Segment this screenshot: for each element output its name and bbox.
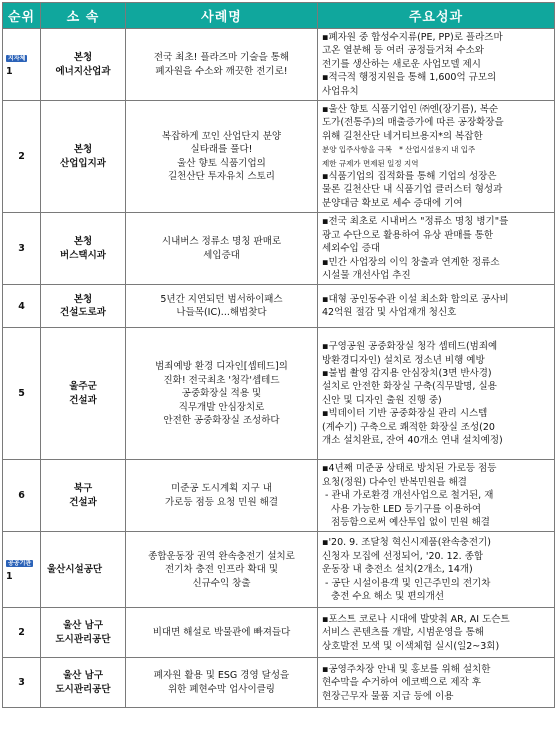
result-cell (318, 101, 555, 213)
result-line: 요청(정원) 다수인 반복민원을 해결 (322, 476, 467, 488)
header-rank: 순위 (3, 3, 41, 29)
rank-value: 2 (18, 150, 25, 162)
rank-cell (3, 460, 41, 532)
result-cell (318, 285, 555, 328)
table-row (3, 101, 555, 213)
case-line: 복잡하게 꼬인 산업단지 분양 (161, 130, 282, 142)
dept-line: 도시관리공단 (55, 683, 111, 695)
result-line: ▪대형 공인동수관 이설 최소화 합의로 공사비 (322, 293, 509, 305)
rank-value: 2 (18, 627, 25, 639)
dept-cell (41, 328, 126, 460)
dept-cell (41, 101, 126, 213)
result-line: ▪'20. 9. 조달청 혁신시제품(완속충전기) (322, 537, 491, 549)
case-line: 폐자원을 수소와 깨끗한 전기로! (155, 65, 288, 77)
performance-table (2, 2, 555, 708)
result-line: 위해 길천산단 네거티브용지*의 복잡한 (322, 130, 483, 142)
case-cell (126, 213, 318, 285)
case-line: 종합운동장 권역 완속충전기 설치로 (148, 550, 295, 562)
case-cell (126, 532, 318, 608)
case-line: 실타래를 풀다! (190, 144, 253, 156)
result-line: - 관내 가로환경 개선사업으로 철거된, 재 (322, 490, 494, 502)
header-dept: 소 속 (41, 3, 126, 29)
rank-value: 6 (18, 490, 25, 502)
dept-cell (41, 608, 126, 658)
case-line: 신규수익 창출 (192, 577, 251, 589)
category-badge: 지자체 (8, 55, 26, 63)
result-line: 설치로 안전한 화장실 구축(직무발명, 실용 (322, 381, 497, 393)
case-line: 시내버스 정류소 명칭 판매로 (161, 236, 282, 248)
dept-cell (41, 532, 126, 608)
rank-cell (3, 29, 41, 101)
result-line: ▪포스트 코로나 시대에 발맞춰 AR, AI 도슨트 (322, 613, 510, 625)
case-line: 미준공 도시계획 지구 내 (171, 483, 272, 495)
dept-line: 도시관리공단 (55, 633, 111, 645)
table-row (3, 608, 555, 658)
rank-cell (3, 101, 41, 213)
category-badge: 공공기관 (8, 560, 32, 568)
result-cell (318, 29, 555, 101)
result-line: ▪울산 향토 식품기업인 ㈜엔(장기름), 복순 (322, 104, 499, 116)
case-cell (126, 460, 318, 532)
result-line: 광고 수단으로 활용하여 유상 판매를 통한 (322, 229, 494, 241)
result-line: ▪구영공원 공중화장실 청각 셉테드(범죄예 (322, 341, 498, 353)
result-line: 신안 및 디자인 출원 진행 중) (322, 394, 442, 406)
result-line: 서비스 콘텐츠를 개발, 시범운영을 통해 (322, 627, 484, 639)
dept-line: 본청 (73, 52, 93, 64)
result-line: 상호발전 모색 및 이색체험 실시(일2~3회) (322, 640, 500, 652)
result-line: ▪4년째 미준공 상태로 방치된 가로등 점등 (322, 463, 497, 475)
dept-line: 에너지산업과 (55, 65, 111, 77)
rank-value: 1 (6, 570, 13, 582)
rank-value: 5 (18, 388, 25, 400)
result-cell (318, 460, 555, 532)
result-cell (318, 608, 555, 658)
dept-cell (41, 460, 126, 532)
dept-cell (41, 285, 126, 328)
dept-line: 본청 (73, 236, 93, 248)
case-line: 안전한 공중화장실 조성하다 (163, 414, 280, 426)
result-line: 사업유치 (322, 85, 359, 97)
result-line: 신청자 모집에 선정되어, '20. 12. 종합 (322, 550, 484, 562)
table-row (3, 460, 555, 532)
result-line: ▪식품기업의 집적화를 통해 기업의 성장은 (322, 171, 497, 183)
result-line: 점등함으로써 예산투입 없이 민원 해결 (322, 516, 490, 528)
dept-line: 본청 (73, 144, 93, 156)
result-line: 현장근무자 물품 지급 등에 이용 (322, 690, 454, 702)
result-line: 분양 입주사항을 극복 * 산업시설용지 내 입주 (322, 145, 476, 155)
result-line: 42억원 절감 및 사업재개 청신호 (322, 307, 457, 319)
case-cell (126, 29, 318, 101)
result-line: 전기를 생산하는 새로운 사업모델 제시 (322, 58, 481, 70)
table-row (3, 29, 555, 101)
rank-cell (3, 658, 41, 708)
case-line: 길천산단 투자유치 스토리 (168, 171, 275, 183)
case-line: 울산 향토 식품기업의 (177, 157, 266, 169)
rank-value: 4 (18, 300, 25, 312)
result-line: 현수막을 수거하여 에코백으로 제작 후 (322, 677, 481, 689)
rank-value: 3 (18, 677, 25, 689)
case-line: 위한 폐현수막 업사이클링 (168, 683, 275, 695)
result-line: 방환경디자인) 설치로 정소년 비행 예방 (322, 354, 485, 366)
table-row (3, 532, 555, 608)
dept-cell (41, 658, 126, 708)
result-line: 분양대금 확보로 세수 증대에 기여 (322, 197, 463, 209)
result-line: ▪불법 촬영 감지용 안심장치(3면 반사경) (322, 368, 492, 379)
case-line: 전기차 충전 인프라 확대 및 (164, 564, 279, 576)
result-line: ▪전국 최초로 시내버스 "정류소 명칭 병기"를 (322, 216, 509, 228)
table-row (3, 658, 555, 708)
result-cell (318, 328, 555, 460)
dept-line: 산업입지과 (60, 157, 106, 169)
rank-value: 1 (6, 65, 13, 77)
case-line: 직무개발 안심장치로 (178, 401, 265, 413)
dept-line: 북구 (73, 483, 93, 495)
case-line: 진화! 전국최초 '청각'셉테드 (163, 374, 280, 386)
case-cell (126, 328, 318, 460)
table-body (3, 29, 555, 708)
case-line: 범죄예방 환경 디자인[셉테드]의 (155, 361, 288, 373)
result-line: 운동장 내 충전소 설치(2개소, 14개) (322, 564, 473, 576)
result-line: 충전 수요 해소 및 편의개선 (322, 590, 445, 602)
dept-line: 울산시설공단 (47, 564, 103, 576)
header-result: 주요성과 (318, 3, 555, 29)
dept-line: 버스택시과 (60, 249, 106, 261)
case-line: 가로등 점등 요청 민원 해결 (164, 496, 279, 508)
dept-line: 건설도로과 (60, 307, 106, 319)
rank-cell (3, 328, 41, 460)
case-line: 비대면 해설로 박물관에 빠져들다 (152, 627, 291, 639)
rank-value: 3 (18, 243, 25, 255)
rank-cell (3, 213, 41, 285)
result-line: 제한 규제가 면제된 일정 지역 (322, 158, 419, 168)
result-line: ▪민간 사업장의 이익 창출과 연계한 정류소 (322, 256, 500, 268)
result-line: 개소 설치완료, 잔여 40개소 연내 설치예정) (322, 435, 503, 447)
case-line: 공중화장실 적용 및 (181, 388, 262, 400)
result-line: 시설물 개선사업 추진 (322, 269, 411, 281)
case-line: 나들목(IC)...해법찾다 (176, 307, 267, 319)
result-line: 고온 열분해 등 여러 공정들거쳐 수소와 (322, 45, 484, 57)
header-row (3, 3, 555, 29)
dept-line: 본청 (73, 293, 93, 305)
result-line: - 공단 시설이용객 및 인근주민의 전기차 (322, 577, 491, 589)
dept-line: 울주군 (69, 381, 97, 393)
table-row (3, 328, 555, 460)
rank-cell (3, 285, 41, 328)
rank-cell (3, 608, 41, 658)
result-line: ▪적극적 행정지원을 통해 1,600억 규모의 (322, 72, 497, 84)
result-cell (318, 532, 555, 608)
header-case: 사례명 (126, 3, 318, 29)
case-line: 전국 최초! 플라즈마 기술을 통해 (153, 52, 290, 64)
result-line: 도가(전통주)의 매출증가에 따른 공장확장을 (322, 117, 504, 129)
dept-line: 건설과 (69, 496, 97, 508)
table-row (3, 285, 555, 328)
result-cell (318, 213, 555, 285)
case-cell (126, 658, 318, 708)
result-line: 세외수입 증대 (322, 243, 381, 255)
case-line: 세입증대 (203, 249, 240, 261)
rank-cell (3, 532, 41, 608)
case-cell (126, 608, 318, 658)
result-line: 물론 길천산단 내 식품기업 클러스터 형성과 (322, 184, 503, 196)
result-line: 사용 가능한 LED 등기구를 이용하여 (322, 503, 482, 515)
dept-line: 건설과 (69, 394, 97, 406)
case-cell (126, 285, 318, 328)
dept-line: 울산 남구 (62, 670, 103, 682)
result-line: (계수기) 구축으로 쾌적한 화장실 조성(20 (322, 421, 495, 433)
dept-cell (41, 213, 126, 285)
result-line: ▪빅데이터 기반 공중화장실 관리 시스템 (322, 408, 488, 420)
result-line: ▪공영주차장 안내 및 홍보를 위해 설치한 (322, 663, 491, 675)
result-cell (318, 658, 555, 708)
result-line: ▪폐자원 중 합성수지류(PE, PP)로 플라즈마 (322, 32, 503, 43)
dept-line: 울산 남구 (62, 620, 103, 632)
case-cell (126, 101, 318, 213)
case-line: 폐자원 활용 및 ESG 경영 달성을 (153, 670, 290, 682)
dept-cell (41, 29, 126, 101)
table-row (3, 213, 555, 285)
case-line: 5년간 지연되던 범서하이패스 (160, 293, 283, 305)
